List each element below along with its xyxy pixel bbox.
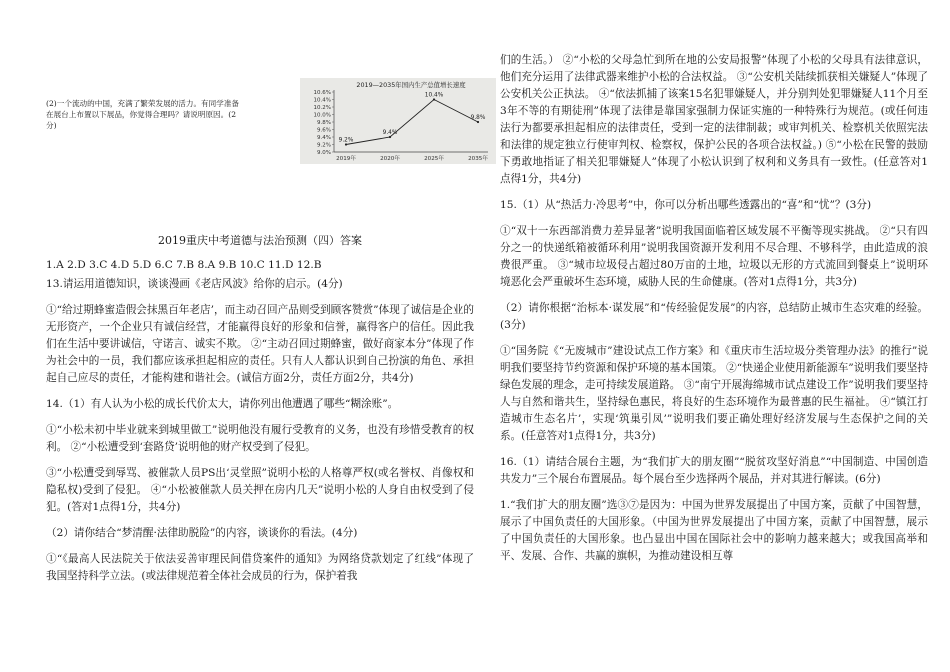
y-tick-label: 9.8% xyxy=(317,120,331,126)
data-point xyxy=(477,121,479,123)
data-label: 9.2% xyxy=(338,137,354,144)
gdp-growth-chart xyxy=(300,78,496,164)
series-line xyxy=(346,100,478,145)
chart-question: (2)一个流动的中国，充满了繁荣发展的活力。有同学准备在展台上布置以下展品，你觉得合理吗？请说明原因。(2分) xyxy=(46,99,240,130)
answer-14-2-cont: 们的生活。） ②“小松的父母急忙到所在地的公安局报警”体现了小松的父母具有法律意识，他们充分运用了法律武器来维护小松的合法权益。 ③“公安机关陆续抓获相关嫌疑人”体现了公安机关公正执法。 ④“依法抓捕了该案15名犯罪嫌疑人，并分别判处犯罪嫌疑人11个月至3年不等的有期徒刑”体现了法律是靠国家强制力保证实施的一种特殊行为规范。(或任何违法行为都要承担起相应的法律责任，受到一定的法律制裁；或审判机关、检察机关依照宪法和法律的规定独立行使审判权、检察权，保护公民的各项合法权益。) ⑤“小松在民警的鼓励下勇敢地指证了相关犯罪嫌疑人”体现了小松认识到了权利和义务具有一致性。(任意答对1点得1分，共4分) xyxy=(500,54,928,185)
question-16-1: 16.（1）请结合展台主题，为“我们扩大的朋友圈”“脱贫攻坚好消息”“中国制造、中国创造共发力”三个展台布置展品。每个展台至少选择两个展品，并对其进行解读。(6分) xyxy=(500,456,928,485)
y-tick-label: 9.4% xyxy=(317,135,331,141)
chart-title: 2019—2035年国内生产总值增长速度 xyxy=(356,81,466,89)
y-tick-label: 10.4% xyxy=(313,97,331,104)
answer-16-1: 1.“我们扩大的朋友圈”选③⑦是因为：中国为世界发展提出了中国方案，贡献了中国智慧，展示了中国负责任的大国形象。（中国为世界发展提出了中国方案，贡献了中国智慧，展示了中国负责任的大国形象。也凸显出中国在国际社会中的影响力越来越大；或我国高举和平、发展、合作、共赢的旗帜，为推动建设相互尊 xyxy=(500,499,928,562)
y-tick-label: 10.6% xyxy=(313,90,331,96)
question-15-1: 15.（1）从“热活力·冷思考”中，你可以分析出哪些透露出的“喜”和“忧”？(3分) xyxy=(500,199,872,211)
data-point xyxy=(389,136,391,138)
answer-14-2: ①“《最高人民法院关于依法妥善审理民间借贷案件的通知》为网络贷款划定了红线”体现了我国坚持科学立法。(或法律规范着全体社会成员的行为，保护着我 xyxy=(46,553,474,582)
y-tick-label: 10.0% xyxy=(313,112,331,119)
y-tick-label: 9.0% xyxy=(317,150,331,156)
x-tick-label: 2019年 xyxy=(336,156,356,162)
answer-14-1b: ③“小松遭受到辱骂、被催款人员PS出‘灵堂照”说明小松的人格尊严权(或名誉权、肖像权和隐私权)受到了侵犯。 ④“小松被催款人员关押在房内几天”说明小松的人身自由权受到了侵犯。(答对1点得1分，共4分) xyxy=(46,467,474,513)
y-tick-label: 9.2% xyxy=(317,142,331,149)
data-label: 9.8% xyxy=(470,115,486,121)
x-tick-label: 2020年 xyxy=(380,156,400,162)
right-column xyxy=(500,52,928,565)
chart-svg xyxy=(300,78,496,164)
data-label: 9.4% xyxy=(382,130,398,136)
mc-answers: 1.A 2.D 3.C 4.D 5.D 6.C 7.B 8.A 9.B 10.C 11.D 12.B xyxy=(46,259,322,271)
question-14-2: （2）请你结合“梦清醒·法律助脱险”的内容，谈谈你的看法。(4分) xyxy=(46,527,358,539)
answer-13: ①“给过期蜂蜜造假会抹黑百年老店’，而主动召回产品则受到顾客赞赏”体现了诚信是企业的无形资产，一个企业只有诚信经营，才能赢得良好的形象和信誉，赢得客户的信任。因此我们在生活中要讲诚信，守诺言、诚实不欺。 ②“主动召回过期蜂蜜，做好商家本分”体现了作为社会中的一员，我们都应该承担起相应的责任。只有人人都认识到自己扮演的角色、承担起自己应尽的责任，才能构建和谐社会。(诚信方面2分，责任方面2分，共4分) xyxy=(46,304,474,384)
question-14-1: 14.（1）有人认为小松的成长代价太大，请你列出他遭遇了哪些“糊涂账”。 xyxy=(46,398,399,410)
answer-title: 2019重庆中考道德与法治预测（四）答案 xyxy=(158,234,362,247)
question-15-2: （2）请你根据“治标本·谋发展”和“传经验促发展”的内容，总结防止城市生态灾难的经验。(3分) xyxy=(500,302,928,331)
answers-left xyxy=(46,232,474,585)
question-13: 13.请运用道德知识，谈谈漫画《老店风波》给你的启示。(4分) xyxy=(46,278,343,290)
data-label: 10.4% xyxy=(424,92,444,99)
y-tick-label: 10.2% xyxy=(313,105,331,111)
answer-15-2: ①“国务院《“无废城市”建设试点工作方案》和《重庆市生活垃圾分类管理办法》的推行”说明我们要坚持节约资源和保护环境的基本国策。 ②“快递企业使用新能源车”说明我们要坚持绿色发展的理念，走可持续发展道路。 ③“南宁开展海绵城市试点建设工作”说明我们要坚持人与自然和谐共生，坚持绿色惠民，将良好的生态环境作为最普惠的民生福祉。 ④“镇江打造城市生态名片’，实现‘筑巢引凤’”说明我们要正确处理好经济发展与生态保护之间的关系。(任意答对1点得1分，共3分) xyxy=(500,345,928,442)
answer-15-1: ①“双十一东西部消费力差异显著”说明我国面临着区域发展不平衡等现实挑战。 ②“只有四分之一的快递纸箱被循环利用”说明我国资源开发利用不尽合理、不够科学，由此造成的浪费很严重。 ③“城市垃圾侵占超过80万亩的土地，垃圾以无形的方式流回到餐桌上”说明环境恶化会严重破坏生态环境，威胁人民的生命健康。(答对1点得1分，共3分) xyxy=(500,225,928,288)
data-point xyxy=(345,143,347,145)
data-point xyxy=(433,98,435,100)
y-tick-label: 9.6% xyxy=(317,127,331,134)
x-tick-label: 2035年 xyxy=(468,156,488,162)
x-tick-label: 2025年 xyxy=(424,156,444,162)
answer-14-1a: ①“小松未初中毕业就来到城里做工”说明他没有履行受教育的义务，也没有珍惜受教育的权利。 ②“小松遭受到‘套路贷’说明他的财产权受到了侵犯。 xyxy=(46,424,474,453)
